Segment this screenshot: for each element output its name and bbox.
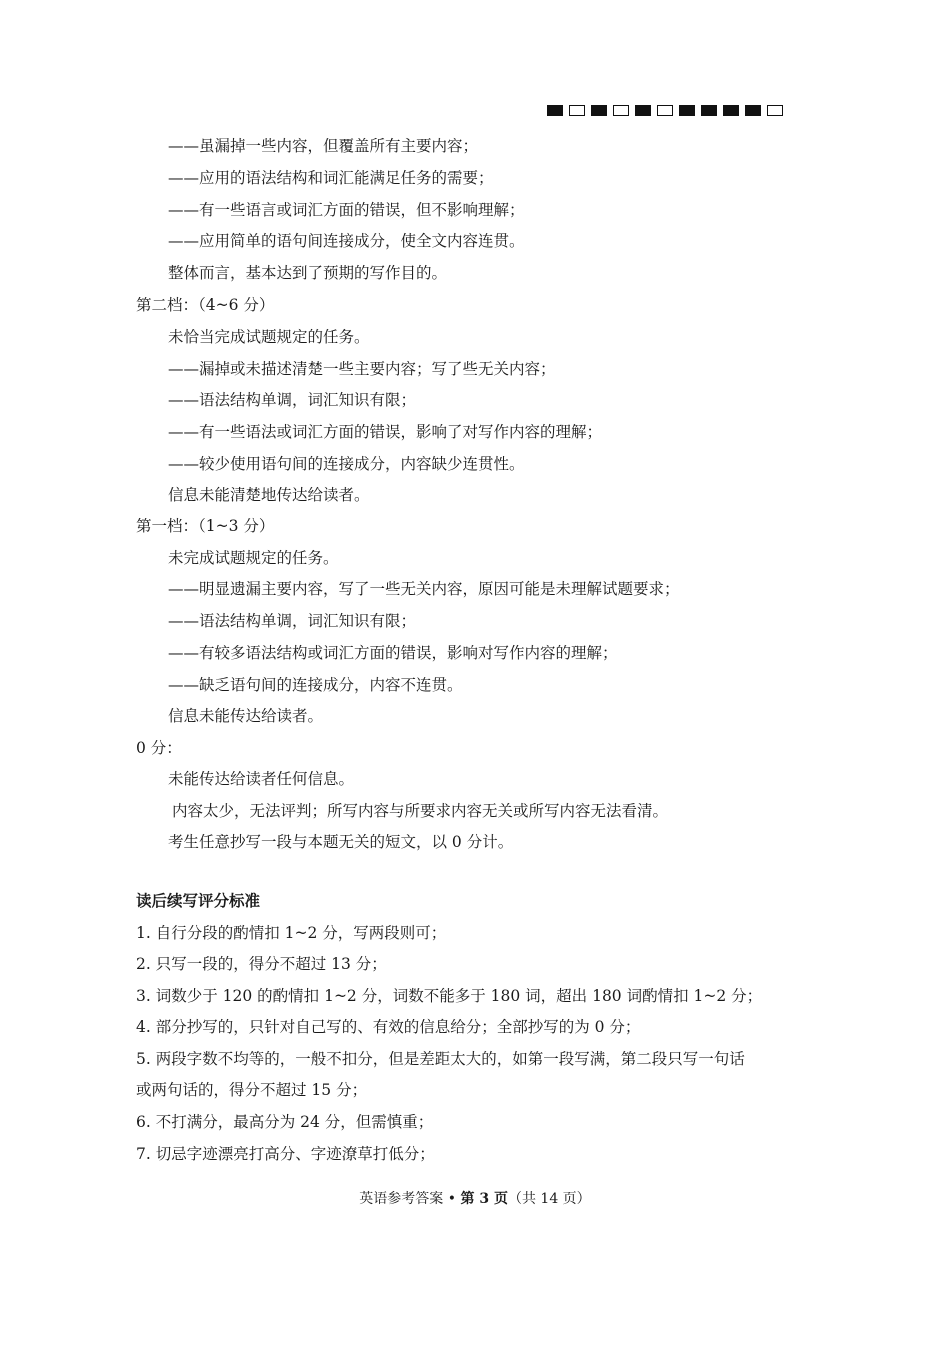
header-mark	[657, 105, 673, 116]
criterion-line: ——较少使用语句间的连接成分，内容缺少连贯性。	[168, 455, 525, 473]
header-mark	[591, 105, 607, 116]
header-mark	[701, 105, 717, 116]
header-mark	[635, 105, 651, 116]
criterion-line: 考生任意抄写一段与本题无关的短文，以 0 分计。	[168, 833, 514, 851]
header-mark	[679, 105, 695, 116]
criterion-line: 未完成试题规定的任务。	[168, 549, 339, 567]
footer-title: 英语参考答案 •	[359, 1191, 461, 1207]
criterion-line: 未能传达给读者任何信息。	[168, 770, 355, 788]
page-number: 第 3 页	[460, 1191, 508, 1207]
criterion-line: ——虽漏掉一些内容，但覆盖所有主要内容；	[168, 137, 479, 155]
header-mark	[613, 105, 629, 116]
criterion-line: ——漏掉或未描述清楚一些主要内容；写了些无关内容；	[168, 360, 556, 378]
rule-item-continued: 或两句话的，得分不超过 15 分；	[136, 1081, 368, 1099]
criterion-line: ——有一些语言或词汇方面的错误，但不影响理解；	[168, 201, 525, 219]
criterion-line: ——缺乏语句间的连接成分，内容不连贯。	[168, 676, 463, 694]
page-total: （共 14 页）	[507, 1191, 591, 1207]
header-mark	[547, 105, 563, 116]
tier-summary: 整体而言，基本达到了预期的写作目的。	[168, 264, 448, 282]
header-mark	[723, 105, 739, 116]
criterion-line: ——有较多语法结构或词汇方面的错误，影响对写作内容的理解；	[168, 644, 618, 662]
tier-summary: 信息未能传达给读者。	[168, 707, 324, 725]
rule-item: 3. 词数少于 120 的酌情扣 1~2 分，词数不能多于 180 词，超出 180 词酌情扣 1~2 分；	[136, 987, 763, 1005]
criterion-line: ——有一些语法或词汇方面的错误，影响了对写作内容的理解；	[168, 423, 603, 441]
rule-item: 4. 部分抄写的，只针对自己写的、有效的信息给分；全部抄写的为 0 分；	[136, 1018, 641, 1036]
rule-item: 1. 自行分段的酌情扣 1~2 分，写两段则可；	[136, 924, 447, 942]
rule-item: 7. 切忌字迹漂亮打高分、字迹潦草打低分；	[136, 1145, 435, 1163]
criterion-line: ——语法结构单调，词汇知识有限；	[168, 391, 417, 409]
tier-summary: 信息未能清楚地传达给读者。	[168, 486, 370, 504]
rule-item: 6. 不打满分，最高分为 24 分，但需慎重；	[136, 1113, 434, 1131]
header-mark	[767, 105, 783, 116]
header-mark	[745, 105, 761, 116]
tier2-heading: 第二档：（4~6 分）	[136, 296, 275, 314]
section-title: 读后续写评分标准	[136, 892, 261, 910]
header-registration-marks	[547, 105, 783, 116]
criterion-line: ——应用的语法结构和词汇能满足任务的需要；	[168, 169, 494, 187]
criterion-line: 内容太少，无法评判；所写内容与所要求内容无关或所写内容无法看清。	[172, 802, 669, 820]
criterion-line: ——应用简单的语句间连接成分，使全文内容连贯。	[168, 232, 525, 250]
criterion-line: 未恰当完成试题规定的任务。	[168, 328, 370, 346]
page-footer	[0, 1188, 950, 1208]
header-mark	[569, 105, 585, 116]
tier1-heading: 第一档：（1~3 分）	[136, 517, 275, 535]
rule-item: 5. 两段字数不均等的，一般不扣分，但是差距太大的，如第一段写满，第二段只写一句话	[136, 1050, 745, 1068]
tier0-heading: 0 分：	[136, 739, 182, 757]
criterion-line: ——明显遗漏主要内容，写了一些无关内容，原因可能是未理解试题要求；	[168, 580, 680, 598]
criterion-line: ——语法结构单调，词汇知识有限；	[168, 612, 417, 630]
rule-item: 2. 只写一段的，得分不超过 13 分；	[136, 955, 387, 973]
